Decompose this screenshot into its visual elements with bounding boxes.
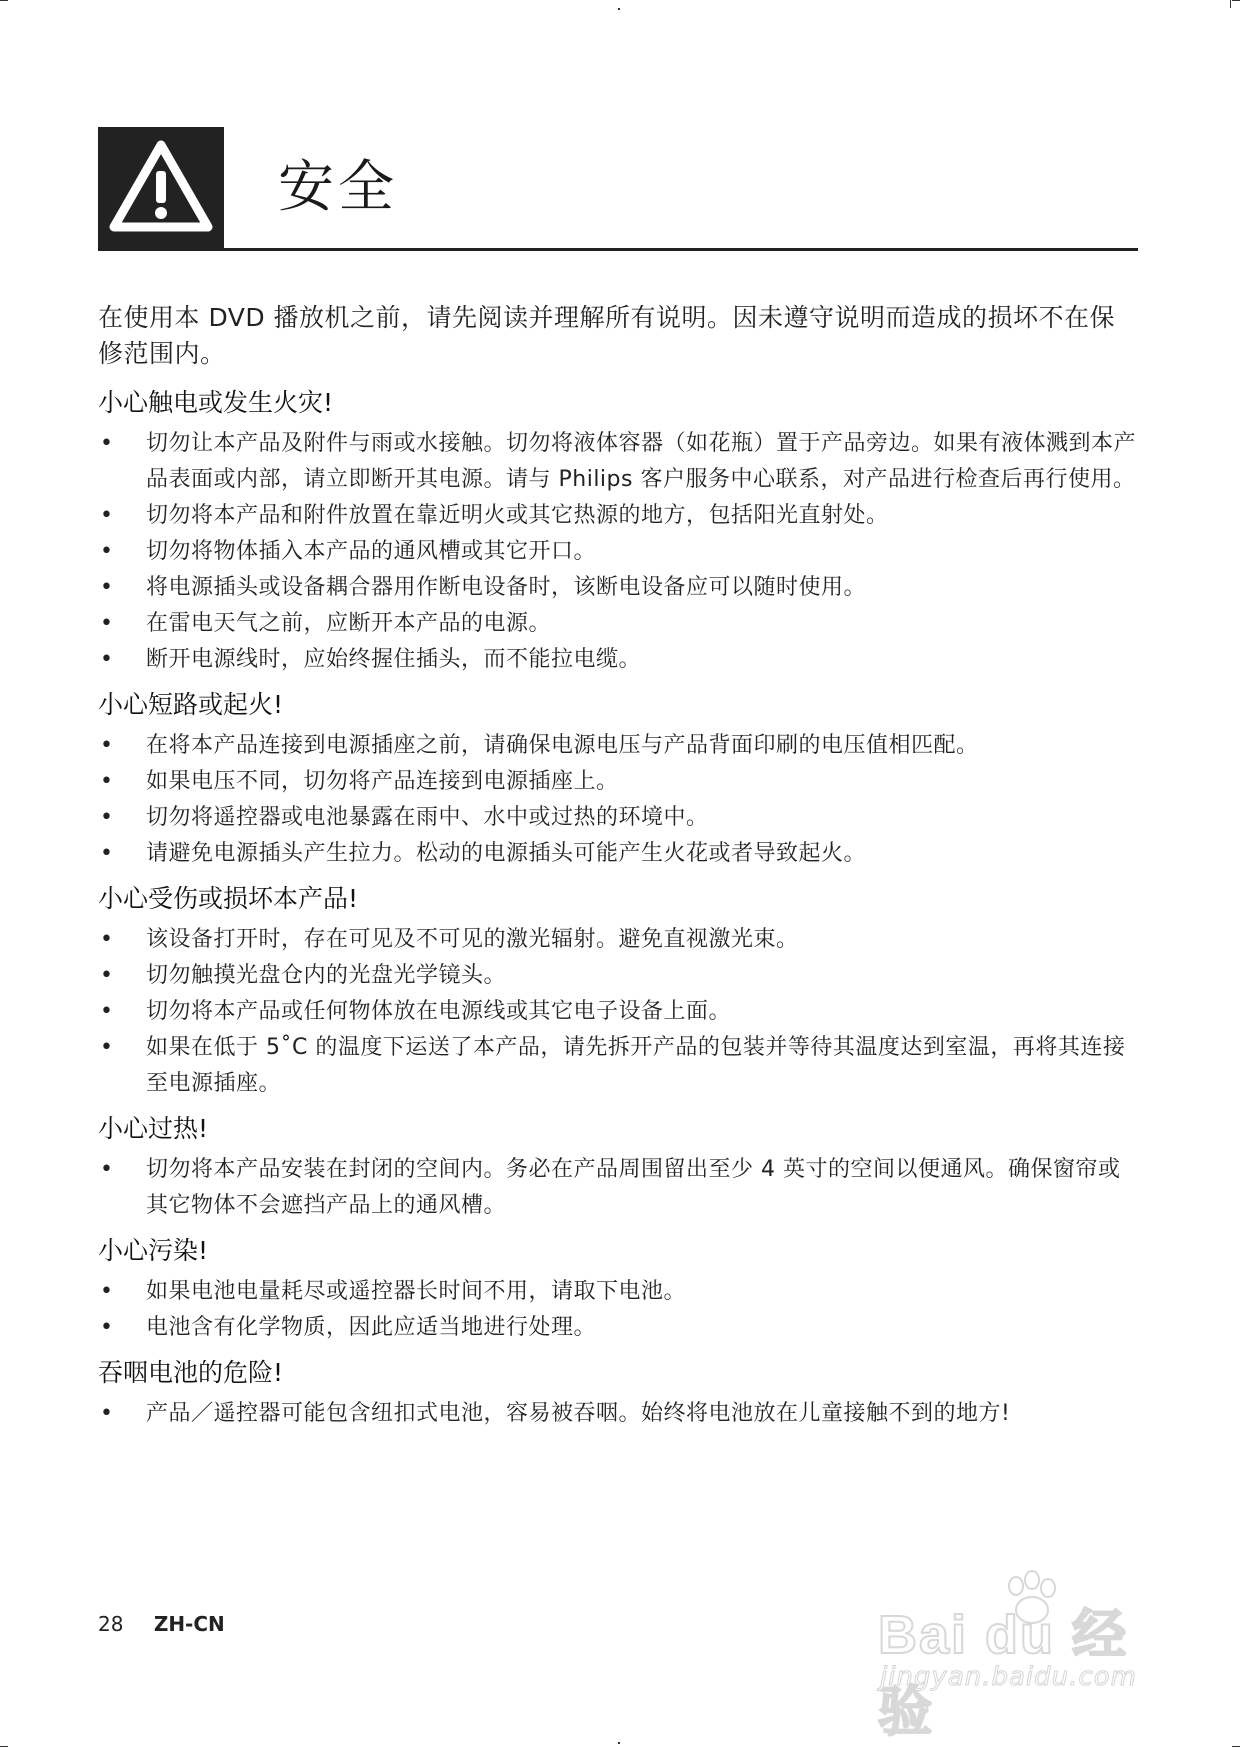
list-item-text: 电池含有化学物质，因此应适当地进行处理。 [146, 1315, 597, 1340]
list-item [98, 728, 1138, 764]
list-item-text: 切勿将遥控器或电池暴露在雨中、水中或过热的环境中。 [146, 805, 709, 830]
bullet-icon: • [100, 575, 114, 600]
list-item-text: 如果电池电量耗尽或遥控器长时间不用，请取下电池。 [146, 1279, 687, 1304]
list-item [98, 922, 1138, 958]
list-item-text: 如果在低于 5˚C 的温度下运送了本产品，请先拆开产品的包装并等待其温度达到室温，再将其连接至电源插座。 [146, 1035, 1126, 1096]
bullet-icon: • [100, 1401, 114, 1426]
bullet-list [98, 426, 1138, 678]
list-item-text: 切勿将本产品或任何物体放在电源线或其它电子设备上面。 [146, 999, 732, 1024]
list-item-text: 该设备打开时，存在可见及不可见的激光辐射。避免直视激光束。 [146, 927, 799, 952]
list-item-text: 断开电源线时，应始终握住插头，而不能拉电缆。 [146, 647, 642, 672]
section-header [98, 127, 1138, 251]
list-item [98, 994, 1138, 1030]
page-title: 安全 [278, 155, 398, 220]
list-item [98, 836, 1138, 872]
list-item [98, 606, 1138, 642]
bullet-list [98, 1274, 1138, 1346]
page-footer [98, 1612, 225, 1636]
bullet-icon: • [100, 805, 114, 830]
sections-container [98, 386, 1138, 1432]
list-item-text: 产品／遥控器可能包含纽扣式电池，容易被吞咽。始终将电池放在儿童接触不到的地方! [146, 1401, 1011, 1426]
warning-box [98, 127, 224, 248]
bullet-list [98, 922, 1138, 1102]
list-item-text: 在将本产品连接到电源插座之前，请确保电源电压与产品背面印刷的电压值相匹配。 [146, 733, 979, 758]
section-title: 小心污染! [98, 1236, 209, 1265]
watermark-url: jingyan.baidu.com [880, 1662, 1137, 1692]
list-item-text: 如果电压不同，切勿将产品连接到电源插座上。 [146, 769, 619, 794]
bullet-icon: • [100, 1279, 114, 1304]
list-item [98, 534, 1138, 570]
bullet-list [98, 1396, 1138, 1432]
bullet-icon: • [100, 647, 114, 672]
bullet-icon: • [100, 963, 114, 988]
content [98, 300, 1138, 1442]
list-item [98, 1396, 1138, 1432]
language-code: ZH-CN [153, 1612, 225, 1636]
bullet-list [98, 728, 1138, 872]
list-item-text: 将电源插头或设备耦合器用作断电设备时，该断电设备应可以随时使用。 [146, 575, 867, 600]
list-item [98, 426, 1138, 498]
list-item-text: 请避免电源插头产生拉力。松动的电源插头可能产生火花或者导致起火。 [146, 841, 867, 866]
crop-mark [0, 0, 8, 1]
crop-mark [1230, 0, 1231, 8]
crop-mark [1232, 1746, 1240, 1747]
bullet-icon: • [100, 769, 114, 794]
bullet-icon: • [100, 611, 114, 636]
section-title: 小心短路或起火! [98, 690, 284, 719]
list-item [98, 800, 1138, 836]
list-item [98, 958, 1138, 994]
page-number: 28 [98, 1612, 124, 1636]
list-item [98, 1152, 1138, 1224]
list-item [98, 1030, 1138, 1102]
bullet-list [98, 1152, 1138, 1224]
bullet-icon: • [100, 539, 114, 564]
warning-triangle-icon [108, 139, 214, 235]
crop-mark [0, 1746, 8, 1747]
section-title: 吞咽电池的危险! [98, 1358, 284, 1387]
section-title: 小心过热! [98, 1114, 209, 1143]
list-item [98, 642, 1138, 678]
title-underline [98, 248, 1138, 251]
list-item-text: 在雷电天气之前，应断开本产品的电源。 [146, 611, 552, 636]
section-title: 小心触电或发生火灾! [98, 388, 334, 417]
watermark [878, 1570, 1178, 1742]
crop-mark [618, 8, 620, 10]
bullet-icon: • [100, 927, 114, 952]
list-item [98, 570, 1138, 606]
bullet-icon: • [100, 733, 114, 758]
bullet-icon: • [100, 431, 114, 456]
list-item [98, 1274, 1138, 1310]
list-item [98, 1310, 1138, 1346]
list-item-text: 切勿让本产品及附件与雨或水接触。切勿将液体容器（如花瓶）置于产品旁边。如果有液体溅到本产品表面或内部，请立即断开其电源。请与 Philips 客户服务中心联系，对产品进行检查后再行使用。 [146, 431, 1137, 492]
crop-mark [1232, 0, 1240, 1]
list-item [98, 764, 1138, 800]
bullet-icon: • [100, 1035, 114, 1060]
watermark-logo: Bai du 经验 [878, 1605, 1129, 1742]
bullet-icon: • [100, 1157, 114, 1182]
list-item-text: 切勿将本产品安装在封闭的空间内。务必在产品周围留出至少 4 英寸的空间以便通风。确保窗帘或其它物体不会遮挡产品上的通风槽。 [146, 1157, 1121, 1218]
section-title: 小心受伤或损坏本产品! [98, 884, 359, 913]
bullet-icon: • [100, 1315, 114, 1340]
bullet-icon: • [100, 999, 114, 1024]
intro-paragraph: 在使用本 DVD 播放机之前，请先阅读并理解所有说明。因未遵守说明而造成的损坏不在保修范围内。 [98, 303, 1116, 368]
bullet-icon: • [100, 503, 114, 528]
list-item-text: 切勿将物体插入本产品的通风槽或其它开口。 [146, 539, 597, 564]
list-item [98, 498, 1138, 534]
bullet-icon: • [100, 841, 114, 866]
list-item-text: 切勿触摸光盘仓内的光盘光学镜头。 [146, 963, 507, 988]
crop-mark [618, 1742, 620, 1744]
list-item-text: 切勿将本产品和附件放置在靠近明火或其它热源的地方，包括阳光直射处。 [146, 503, 889, 528]
